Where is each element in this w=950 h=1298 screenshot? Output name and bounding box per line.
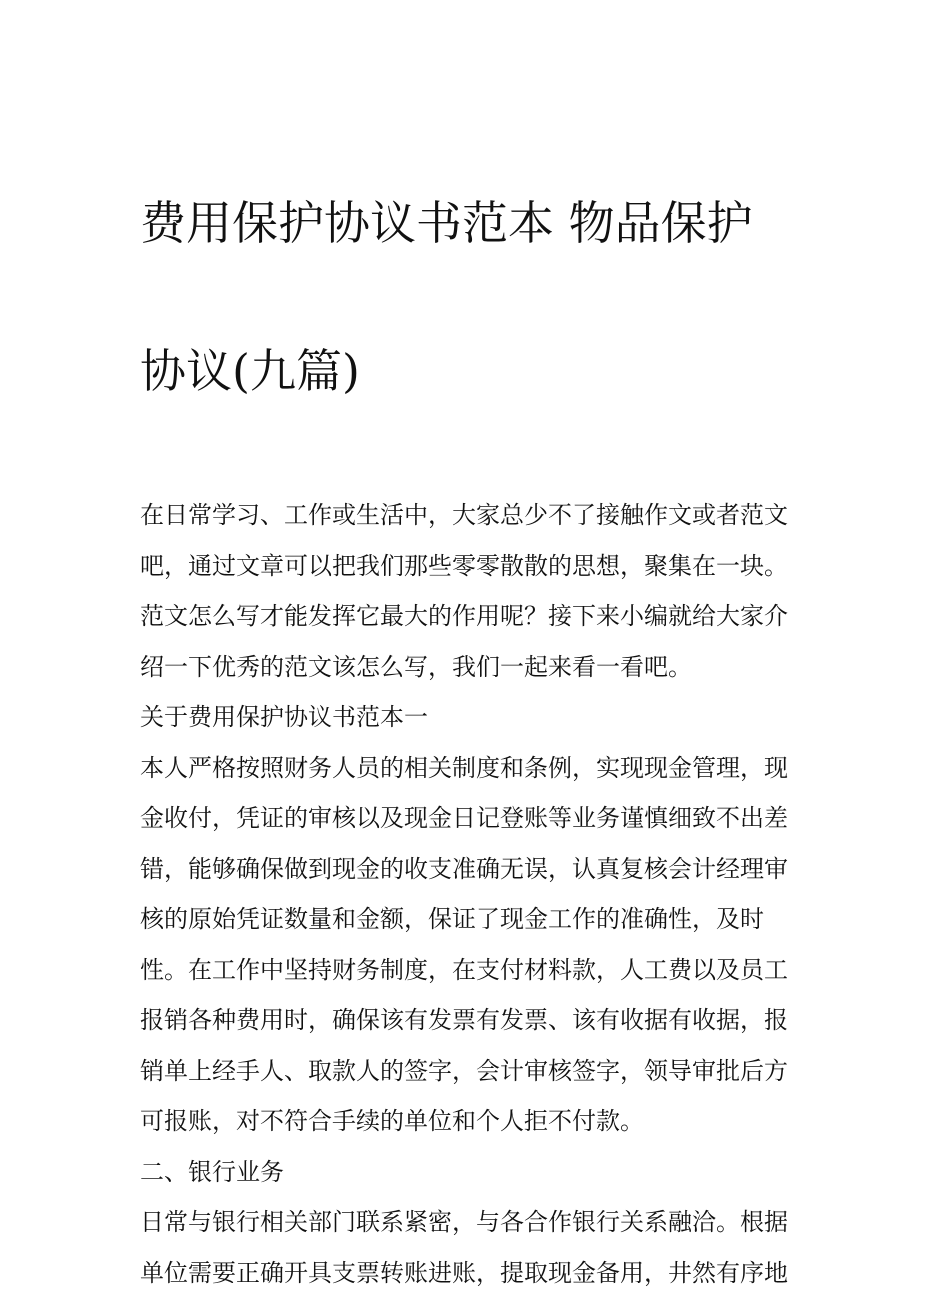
text-line: 性。在工作中坚持财务制度，在支付材料款，人工费以及员工: [140, 945, 812, 996]
text-line: 本人严格按照财务人员的相关制度和条例，实现现金管理，现: [140, 743, 812, 794]
document-body: [140, 490, 812, 1298]
text-line: 金收付，凭证的审核以及现金日记登账等业务谨慎细致不出差: [140, 793, 812, 844]
section-heading: [140, 692, 812, 743]
intro-paragraph: [140, 490, 812, 692]
text-line: 单位需要正确开具支票转账进账，提取现金备用，井然有序地: [140, 1248, 812, 1298]
body-paragraph: [140, 1197, 812, 1298]
title-line: 协议(九篇): [140, 334, 812, 408]
section-heading: [140, 1147, 812, 1198]
document-title: [140, 112, 812, 482]
title-line: 费用保护协议书范本 物品保护: [140, 186, 812, 260]
text-line: 核的原始凭证数量和金额，保证了现金工作的准确性，及时: [140, 894, 812, 945]
text-line: 在日常学习、工作或生活中，大家总少不了接触作文或者范文: [140, 490, 812, 541]
body-paragraph: [140, 743, 812, 1147]
document-content: [140, 112, 812, 1298]
text-line: 绍一下优秀的范文该怎么写，我们一起来看一看吧。: [140, 642, 812, 693]
text-line: 关于费用保护协议书范本一: [140, 692, 812, 743]
text-line: 日常与银行相关部门联系紧密，与各合作银行关系融洽。根据: [140, 1197, 812, 1248]
text-line: 销单上经手人、取款人的签字，会计审核签字，领导审批后方: [140, 1046, 812, 1097]
text-line: 可报账，对不符合手续的单位和个人拒不付款。: [140, 1096, 812, 1147]
text-line: 吧，通过文章可以把我们那些零零散散的思想，聚集在一块。: [140, 541, 812, 592]
text-line: 报销各种费用时，确保该有发票有发票、该有收据有收据，报: [140, 995, 812, 1046]
text-line: 范文怎么写才能发挥它最大的作用呢？接下来小编就给大家介: [140, 591, 812, 642]
text-line: 二、银行业务: [140, 1147, 812, 1198]
text-line: 错，能够确保做到现金的收支准确无误，认真复核会计经理审: [140, 844, 812, 895]
